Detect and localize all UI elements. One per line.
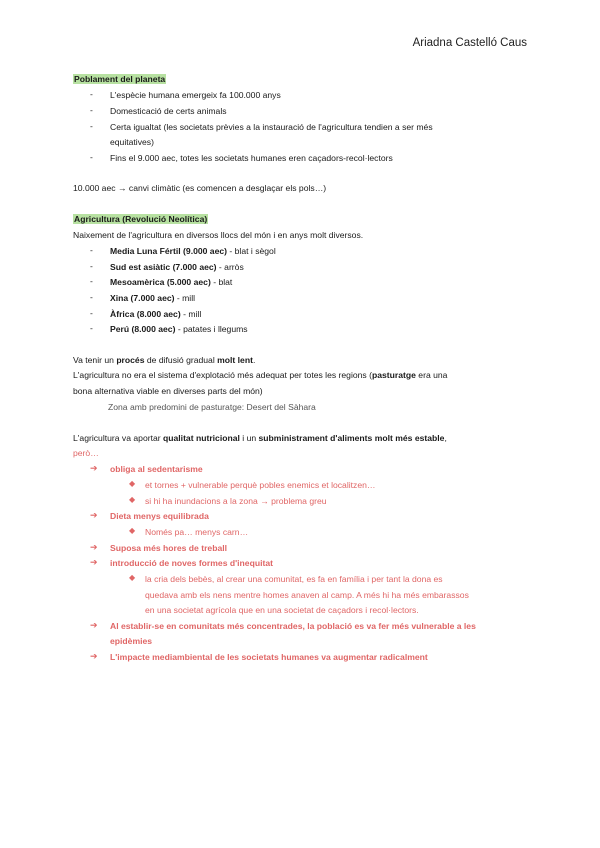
- sub-item: Només pa… menys carn…: [145, 527, 249, 537]
- pasture-line-continuation: bona alternativa viable en diverses parts del món): [73, 386, 263, 396]
- place-crop: - mill: [180, 309, 202, 319]
- place-item: [110, 276, 232, 288]
- arrow-right-icon: ➔: [90, 651, 98, 661]
- place-item: [110, 261, 244, 273]
- author-header: Ariadna Castelló Caus: [412, 37, 527, 49]
- place-crop: - patates i llegums: [175, 324, 248, 334]
- sub-item: et tornes + vulnerable perquè pobles enemics et localitzen…: [145, 480, 376, 490]
- drawback-item: Dieta menys equilibrada: [110, 511, 209, 521]
- benefits-line: [73, 432, 447, 444]
- place-item: [110, 292, 195, 304]
- dash-bullet: -: [90, 152, 93, 162]
- dash-bullet: -: [90, 323, 93, 333]
- place-name: Xina (7.000 aec): [110, 293, 175, 303]
- drawback-item: L'impacte mediambiental de les societats humanes va augmentar radicalment: [110, 652, 428, 662]
- highlight: Agricultura (Revolució Neolítica): [74, 214, 208, 224]
- section-title-agricultura: [73, 213, 208, 225]
- place-crop: - arròs: [216, 262, 244, 272]
- dash-bullet: -: [90, 89, 93, 99]
- drawback-item: introducció de noves formes d'inequitat: [110, 558, 273, 568]
- arrow-right-icon: ➔: [90, 510, 98, 520]
- dash-bullet: -: [90, 245, 93, 255]
- text-run-bold: qualitat nutricional: [163, 433, 240, 443]
- arrow-right-icon: ➔: [90, 463, 98, 473]
- section-title-poblament: [73, 73, 166, 85]
- drawback-item: Suposa més hores de treball: [110, 543, 228, 553]
- place-name: Mesoamèrica (5.000 aec): [110, 277, 211, 287]
- diamond-bullet-icon: ◆: [129, 526, 136, 535]
- text-run: era una: [415, 370, 448, 380]
- list-item-continuation: equitatives): [110, 137, 154, 147]
- pero-line: però…: [73, 448, 99, 458]
- place-name: Àfrica (8.000 aec): [110, 309, 181, 319]
- highlight: Poblament del planeta: [74, 74, 166, 84]
- climate-line: 10.000 aec → canvi climàtic (es comencen a desglaçar els pols…): [73, 183, 327, 193]
- text-run: i un: [239, 433, 259, 443]
- list-item: L'espècie humana emergeix fa 100.000 anys: [110, 90, 281, 100]
- place-crop: - mill: [174, 293, 196, 303]
- diamond-bullet-icon: ◆: [129, 479, 136, 488]
- place-name: Media Luna Fértil (9.000 aec): [110, 246, 228, 256]
- arrow-right-icon: ➔: [90, 557, 98, 567]
- dash-bullet: -: [90, 276, 93, 286]
- pasture-line: [73, 369, 447, 381]
- dash-bullet: -: [90, 292, 93, 302]
- drawback-item: obliga al sedentarisme: [110, 464, 203, 474]
- text-run: L'agricultura no era el sistema d'explotació més adequat per totes les regions (: [73, 370, 372, 380]
- list-item: Domesticació de certs animals: [110, 106, 227, 116]
- arrow-right-icon: ➔: [90, 620, 98, 630]
- text-run-bold: procés: [116, 355, 145, 365]
- place-name: Perú (8.000 aec): [110, 324, 176, 334]
- drawback-item-continuation: epidèmies: [110, 636, 153, 646]
- place-crop: - blat i sègol: [227, 246, 276, 256]
- sub-item: si hi ha inundacions a la zona → problema greu: [145, 496, 327, 506]
- text-run: ,: [444, 433, 447, 443]
- place-item: [110, 323, 248, 335]
- dash-bullet: -: [90, 105, 93, 115]
- place-item: [110, 245, 276, 257]
- text-run-bold: molt lent: [217, 355, 253, 365]
- arrow-right-icon: ➔: [90, 542, 98, 552]
- text-run: Va tenir un: [73, 355, 117, 365]
- diamond-bullet-icon: ◆: [129, 573, 136, 582]
- dash-bullet: -: [90, 121, 93, 131]
- list-item: Certa igualtat (les societats prèvies a la instauració de l'agricultura tendien a ser més: [110, 122, 433, 132]
- sub-item: la cria dels bebès, al crear una comunitat, es fa en família i per tant la dona es: [145, 574, 443, 584]
- text-run-bold: subministrament d'aliments molt més estable: [258, 433, 445, 443]
- sub-item-continuation: quedava amb els nens mentre homes anaven al camp. A més hi ha més embarassos: [145, 590, 469, 600]
- text-run: de difusió gradual: [144, 355, 218, 365]
- sahara-note: Zona amb predomini de pasturatge: Desert del Sàhara: [108, 402, 316, 412]
- list-item: Fins el 9.000 aec, totes les societats humanes eren caçadors-recol·lectors: [110, 153, 393, 163]
- place-item: [110, 308, 201, 320]
- dash-bullet: -: [90, 308, 93, 318]
- place-crop: - blat: [210, 277, 233, 287]
- drawback-item: Al establir-se en comunitats més concentrades, la població es va fer més vulnerable a les: [110, 621, 476, 631]
- place-name: Sud est asiàtic (7.000 aec): [110, 262, 217, 272]
- diffusion-line: [73, 354, 255, 366]
- text-run: .: [252, 355, 256, 365]
- dash-bullet: -: [90, 261, 93, 271]
- sub-item-continuation: en una societat agrícola que en una societat de caçadors i recol·lectors.: [145, 605, 419, 615]
- text-run: L'agricultura va aportar: [73, 433, 164, 443]
- diamond-bullet-icon: ◆: [129, 495, 136, 504]
- text-run-bold: pasturatge: [371, 370, 416, 380]
- intro-line: Naixement de l'agricultura en diversos llocs del món i en anys molt diversos.: [73, 230, 364, 240]
